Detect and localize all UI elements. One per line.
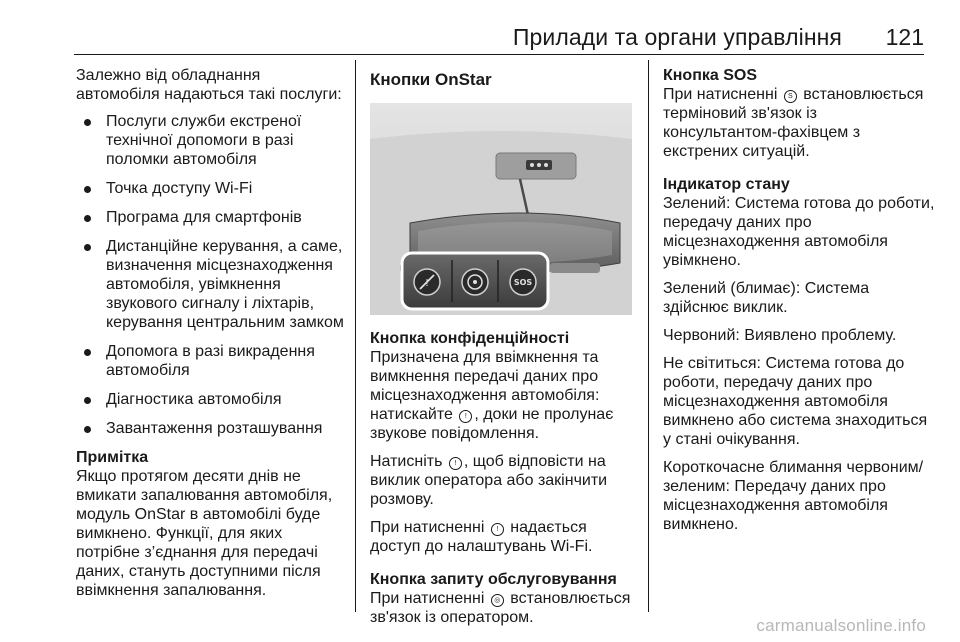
privacy-paragraph-1: Призначена для ввімкнення та вимкнення передачі даних про місцезнаходження автомобіля: натискайте ! , доки не пролунає звукове повідомлення. [370,349,614,442]
bullet-icon [84,426,91,433]
privacy-button-icon: ! [449,457,462,470]
column-right [663,60,935,534]
status-red: Червоний: Виявлено проблему. [663,327,897,344]
column-divider-1 [355,60,356,612]
note-title: Примітка [76,449,149,466]
list-item: Допомога в разі викрадення автомобіля [76,342,348,380]
section-heading-onstar-buttons: Кнопки OnStar [370,70,492,89]
bullet-icon [84,244,91,251]
intro-text: Залежно від обладнання автомобіля надаються такі послуги: [76,67,342,103]
list-item: Послуги служби екстреної технічної допомоги в разі поломки автомобіля [76,112,348,169]
bullet-icon [84,119,91,126]
sos-paragraph: При натисненні S встановлюється терміновий зв'язок із консультантом-фахівцем з екстрених ситуацій. [663,86,924,160]
privacy-button-icon: ! [491,523,504,536]
svg-text:SOS: SOS [513,278,533,287]
note-text: Якщо протягом десяти днів не вмикати запалювання автомобіля, модуль OnStar в автомобілі буде вимкнено. Функції, для яких потрібне з’єднання для передачі даних, стануть доступними після ввімкнення запалювання. [76,468,333,599]
page-header [0,0,960,62]
sos-button-icon: S [784,90,797,103]
status-red-green-blink: Короткочасне блимання червоним/ зеленим: Передачу даних про місцезнаходження автомобіля вимкнено. [663,459,924,533]
header-rule [74,54,924,55]
services-list [76,112,348,438]
status-indicator-title: Індикатор стану [663,176,790,193]
column-divider-2 [648,60,649,612]
column-middle [370,60,638,627]
onstar-buttons-illustration [370,103,632,315]
sos-button-icon [510,269,536,295]
privacy-button-icon: ! [459,410,472,423]
overhead-console-illustration [370,103,632,315]
onstar-button-icon: ◎ [491,594,504,607]
list-item: Програма для смартфонів [76,208,348,227]
list-item: Дистанційне керування, а саме, визначення місцезнаходження автомобіля, увімкнення звукового сигналу і ліхтарів, керування центральним замком [76,237,348,332]
privacy-button-icon [414,269,440,295]
bullet-icon [84,397,91,404]
privacy-paragraph-2: Натисніть ! , щоб відповісти на виклик оператора або закінчити розмову. [370,453,608,508]
bullet-icon [84,186,91,193]
status-off: Не світиться: Система готова до роботи, передачу даних про місцезнаходження автомобіля вимкнено або система знаходиться у стані очікування. [663,355,928,448]
sos-button-title: Кнопка SOS [663,67,758,84]
list-item: Завантаження розташування [76,419,348,438]
privacy-paragraph-3: При натисненні ! надається доступ до налаштувань Wi-Fi. [370,519,593,555]
bullet-icon [84,215,91,222]
column-left [76,60,348,600]
status-green-blink: Зелений (блимає): Система здійснює виклик. [663,280,870,316]
page-title: Прилади та органи управління [512,24,842,50]
service-button-title: Кнопка запиту обслуговування [370,571,617,588]
list-item: Діагностика автомобіля [76,390,348,409]
privacy-button-title: Кнопка конфіденційності [370,330,570,347]
status-green: Зелений: Система готова до роботи, передачу даних про місцезнаходження автомобіля увімкнено. [663,195,935,269]
list-item: Точка доступу Wi-Fi [76,179,348,198]
watermark: carmanualsonline.info [756,616,926,635]
bullet-icon [84,349,91,356]
onstar-button-icon [462,269,488,295]
page-number: 121 [885,24,924,50]
service-paragraph: При натисненні ◎ встановлюється зв'язок із оператором. [370,590,631,626]
svg-text:!: ! [424,278,430,289]
